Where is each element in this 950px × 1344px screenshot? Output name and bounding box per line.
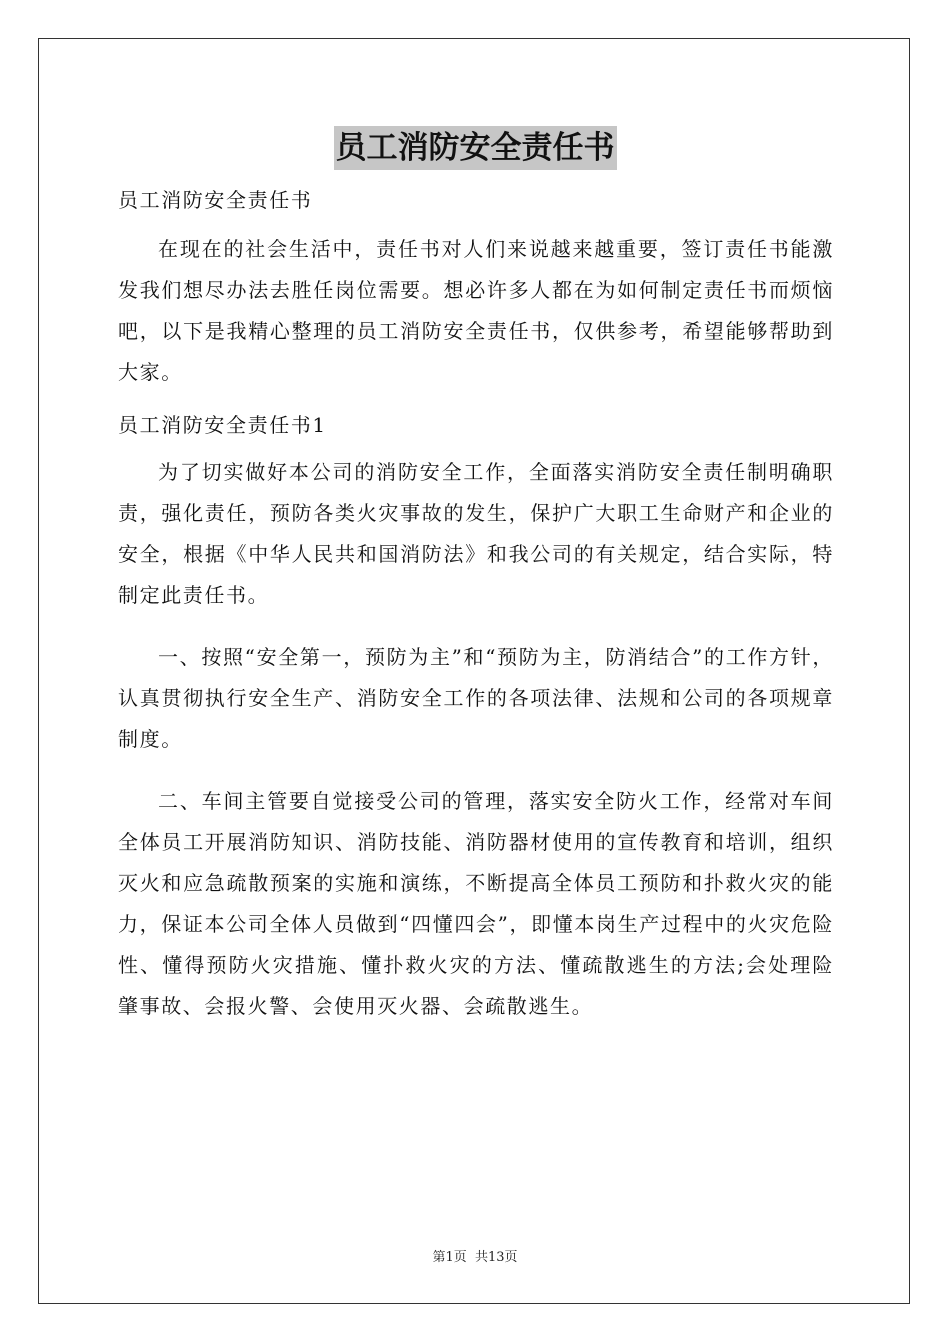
intro-paragraph: 在现在的社会生活中，责任书对人们来说越来越重要，签订责任书能激发我们想尽办法去胜任岗位需要。想必许多人都在为如何制定责任书而烦恼吧，以下是我精心整理的员工消防安全责任书，仅供参考，希望能够帮助到大家。 [118, 237, 834, 384]
body-paragraph: 一、按照“安全第一，预防为主”和“预防为主，防消结合”的工作方针，认真贯彻执行安全生产、消防安全工作的各项法律、法规和公司的各项规章制度。 [118, 645, 834, 751]
document-title: 员工消防安全责任书 [334, 126, 617, 170]
page-footer [0, 1249, 950, 1267]
body-paragraph: 二、车间主管要自觉接受公司的管理，落实安全防火工作，经常对车间全体员工开展消防知识、消防技能、消防器材使用的宣传教育和培训，组织灭火和应急疏散预案的实施和演练，不断提高全体员工预防和扑救火灾的能力，保证本公司全体人员做到“四懂四会”，即懂本岗生产过程中的火灾危险性、懂得预防火灾措施、懂扑救火灾的方法、懂疏散逃生的方法;会处理险肇事故、会报火警、会使用灭火器、会疏散逃生。 [118, 789, 834, 1018]
body-paragraph: 为了切实做好本公司的消防安全工作，全面落实消防安全责任制明确职责，强化责任，预防各类火灾事故的发生，保护广大职工生命财产和企业的安全，根据《中华人民共和国消防法》和我公司的有关规定，结合实际，特制定此责任书。 [118, 460, 834, 607]
page-number: 第1页 [432, 1250, 467, 1265]
total-pages: 共13页 [474, 1250, 518, 1265]
document-body [118, 180, 834, 1027]
title-container [0, 126, 950, 170]
document-heading: 员工消防安全责任书 [118, 188, 313, 212]
section-subheading: 员工消防安全责任书1 [118, 413, 327, 437]
